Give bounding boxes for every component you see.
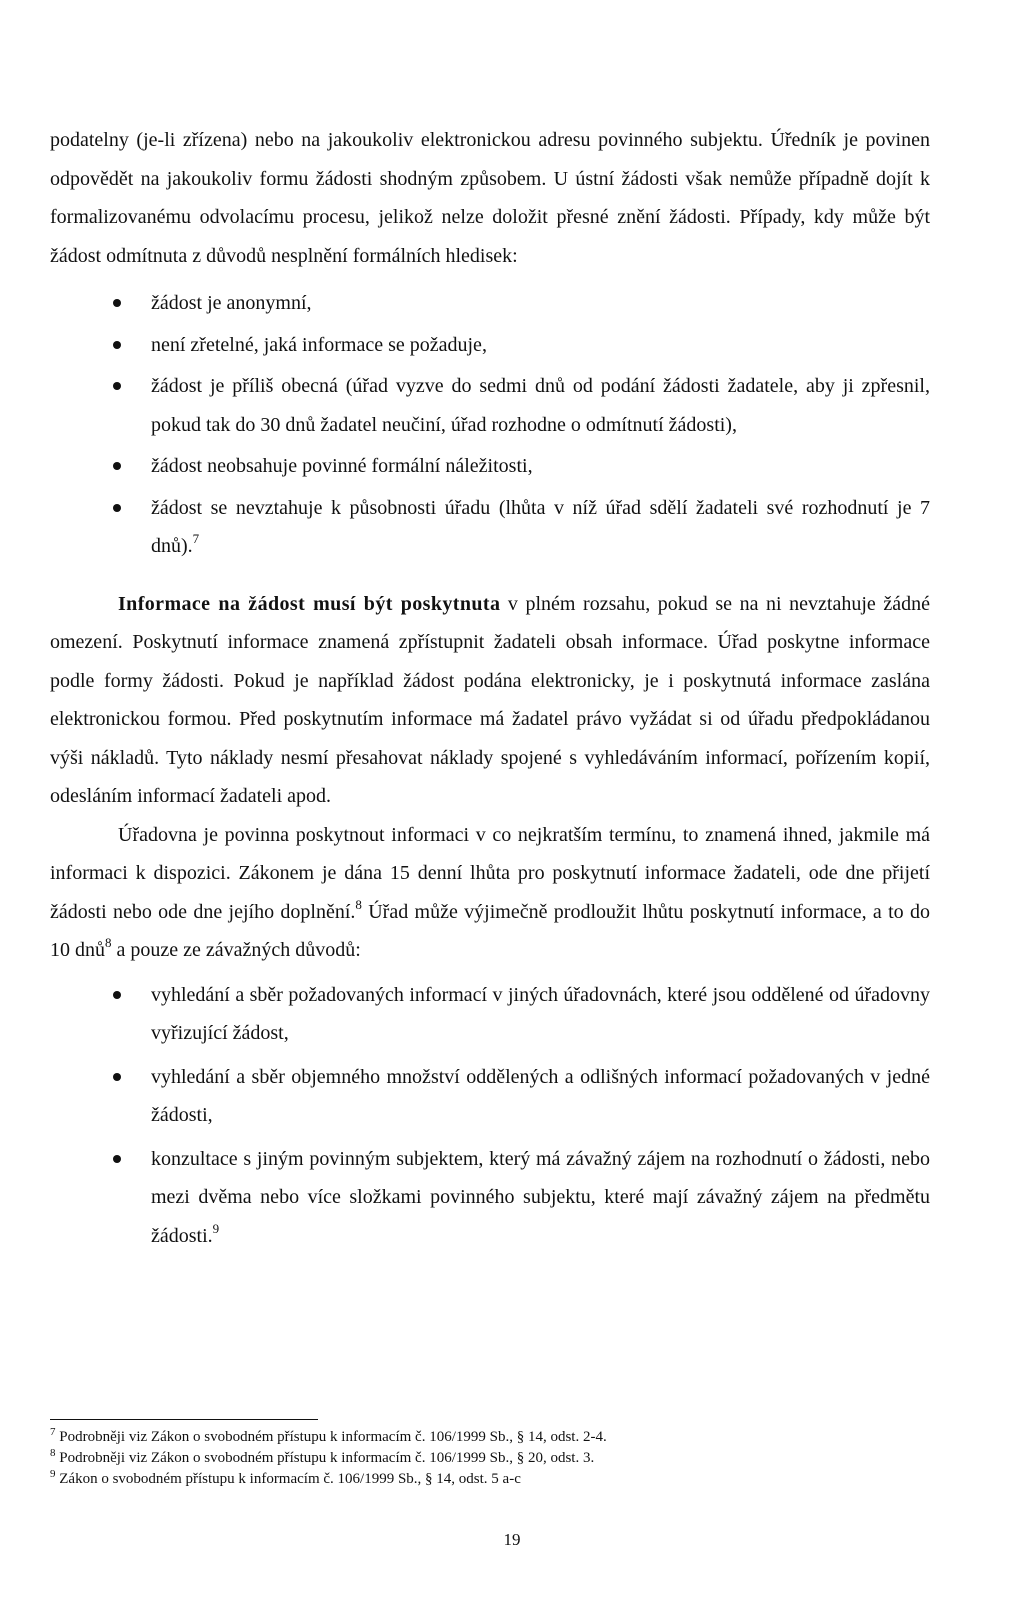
bullet-icon	[113, 462, 121, 470]
list-item-text: žádost je příliš obecná (úřad vyzve do sedmi dnů od podání žádosti žadatele, aby ji zpřesnil, pokud tak do 30 dnů žadatel neučiní, úřad rozhodne o odmítnutí žádosti),	[151, 375, 930, 436]
paragraph-3-text-a: Úřadovna je povinna poskytnout informaci v co nejkratším termínu, to znamená ihned, jakmile má informaci k dispozici. Zákonem je dána 15 denní lhůta pro poskytnutí informace žadateli, ode dne přijetí žádosti nebo ode dne jejího doplnění.	[50, 823, 930, 923]
list-item-text: žádost se nevztahuje k působnosti úřadu (lhůta v níž úřad sdělí žadateli své rozhodnutí je 7 dnů).	[151, 496, 930, 557]
footnotes	[50, 1427, 930, 1490]
bullet-icon	[113, 991, 121, 999]
list-item	[151, 1140, 930, 1256]
footnote-ref: 8	[105, 935, 112, 950]
bullet-icon	[113, 341, 121, 349]
bullet-icon	[113, 299, 121, 307]
list-item-text: vyhledání a sběr požadovaných informací v jiných úřadovnách, které jsou oddělené od úřadovny vyřizující žádost,	[151, 983, 930, 1044]
list-item-text: vyhledání a sběr objemného množství oddělených a odlišných informací požadovaných v jedné žádosti,	[151, 1065, 930, 1126]
page-number: 19	[503, 1530, 521, 1549]
emphasis-text: Informace na žádost musí být poskytnuta	[118, 592, 501, 615]
footnote-text: Zákon o svobodném přístupu k informacím č. 106/1999 Sb., § 14, odst. 5 a-c	[55, 1471, 521, 1487]
footnote-ref: 9	[212, 1220, 220, 1236]
bullet-icon	[113, 504, 121, 512]
footnote-number: 8	[50, 1447, 56, 1459]
list-item-text: žádost je anonymní,	[151, 292, 312, 314]
bullet-icon	[113, 1155, 121, 1163]
bullet-icon	[113, 382, 121, 390]
footnote	[50, 1427, 930, 1448]
list-item	[151, 284, 930, 323]
list-item	[151, 326, 930, 365]
footnote-ref: 7	[192, 531, 200, 546]
rejection-reasons-list	[50, 284, 930, 566]
bullet-icon	[113, 1073, 121, 1081]
list-item	[151, 976, 930, 1053]
paragraph-1: podatelny (je-li zřízena) nebo na jakoukoliv elektronickou adresu povinného subjektu. Úředník je povinen odpovědět na jakoukoliv formu žádosti shodným způsobem. U ústní žádosti však nemůže případně dojít k formalizovanému odvolacímu procesu, jelikož nelze doložit přesné znění žádosti. Případy, kdy může být žádost odmítnuta z důvodů nesplnění formálních hledisek:	[50, 129, 930, 267]
paragraph-3-text-c: a pouze ze závažných důvodů:	[111, 939, 361, 961]
list-item	[151, 1058, 930, 1135]
paragraph-3-text-b: Úřad může výjimečně prodloužit lhůtu poskytnutí informace, a to do 10 dnů	[50, 900, 930, 961]
list-item-text: žádost neobsahuje povinné formální náležitosti,	[151, 455, 533, 477]
paragraph-2	[50, 585, 930, 816]
footnote	[50, 1469, 930, 1490]
list-item-text: není zřetelné, jaká informace se požaduje,	[151, 333, 487, 356]
footnote-number: 7	[50, 1426, 56, 1438]
list-item-text: konzultace s jiným povinným subjektem, který má závažný zájem na rozhodnutí o žádosti, nebo mezi dvěma nebo více složkami povinného subjektu, které mají závažný zájem na předmětu žádosti.	[151, 1147, 930, 1247]
footnote-divider	[50, 1419, 318, 1420]
paragraph-3	[50, 816, 930, 970]
footnote-ref: 8	[355, 896, 362, 912]
footnote	[50, 1448, 930, 1469]
footnote-text: Podrobněji viz Zákon o svobodném přístupu k informacím č. 106/1999 Sb., § 20, odst. 3.	[55, 1450, 595, 1466]
list-item	[151, 367, 930, 444]
list-item	[151, 447, 930, 486]
extension-reasons-list	[50, 976, 930, 1256]
footnote-text: Podrobněji viz Zákon o svobodném přístupu k informacím č. 106/1999 Sb., § 14, odst. 2-4.	[55, 1429, 607, 1445]
paragraph-2-text: v plném rozsahu, pokud se na ni nevztahuje žádné omezení. Poskytnutí informace znamená zpřístupnit žadateli obsah informace. Úřad poskytne informace podle formy žádosti. Pokud je například žádost podána elektronicky, je i poskytnutá informace zaslána elektronickou formou. Před poskytnutím informace má žadatel právo vyžádat si od úřadu předpokládanou výši nákladů. Tyto náklady nesmí přesahovat náklady spojené s vyhledáváním informací, pořízením kopií, odesláním informací žadateli apod.	[50, 592, 930, 807]
body-text	[50, 121, 930, 1260]
list-item	[151, 489, 930, 566]
footnote-number: 9	[50, 1468, 56, 1480]
